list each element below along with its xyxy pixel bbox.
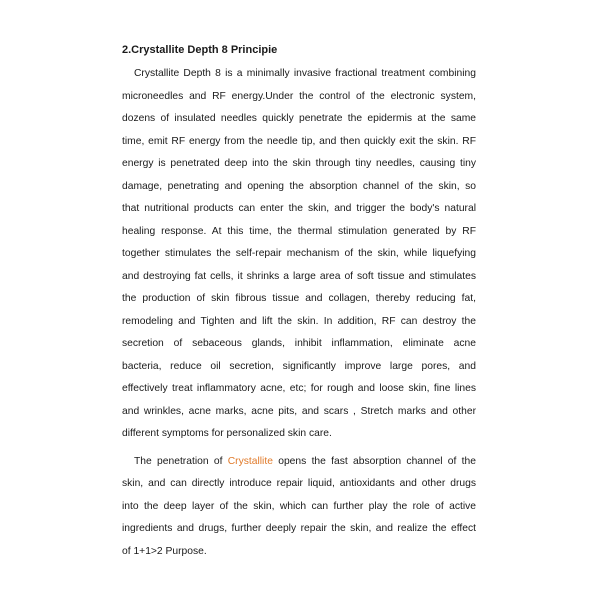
paragraph-line: and wrinkles, acne marks, acne pits, and scars , Stretch marks and other (122, 405, 476, 417)
line-suffix: opens the fast absorption channel of the (272, 455, 476, 467)
paragraph-line: of 1+1>2 Purpose. (122, 545, 207, 557)
paragraph-line: the production of skin fibrous tissue and collagen, thereby reducing fat, (122, 293, 476, 304)
paragraph-line: healing response. At this time, the thermal stimulation generated by RF (122, 225, 476, 237)
paragraph-line: effectively treat inflammatory acne, etc; for rough and loose skin, fine lines (122, 383, 476, 394)
line-prefix: The penetration of (134, 455, 228, 467)
document-page (122, 40, 476, 564)
paragraph-line: and destroying fat cells, it shrinks a large area of soft tissue and stimulates (122, 270, 476, 282)
paragraph-line: ingredients and drugs, further deeply repair the skin, and realize the effect (122, 523, 476, 534)
paragraph-line: energy is penetrated deep into the skin through tiny needles, causing tiny (122, 158, 476, 169)
paragraph-line: microneedles and RF energy.Under the control of the electronic system, (122, 90, 476, 102)
paragraph-line: skin, and can directly introduce repair liquid, antioxidants and other drugs (122, 478, 476, 489)
paragraph-line: that nutritional products can enter the skin, and trigger the body's natural (122, 203, 476, 214)
paragraph-line: time, emit RF energy from the needle tip, and then quickly exit the skin. RF (122, 135, 476, 147)
accent-word: Crystallite (227, 455, 273, 467)
paragraph-line: dozens of insulated needles quickly penetrate the epidermis at the same (122, 113, 476, 124)
paragraph-line: secretion of sebaceous glands, inhibit inflammation, eliminate acne (122, 338, 476, 349)
paragraph-line-first (122, 451, 476, 474)
paragraph-line: bacteria, reduce oil secretion, significantly improve large pores, and (122, 360, 476, 372)
paragraph-line: damage, penetrating and opening the absorption channel of the skin, so (122, 180, 476, 192)
section-heading: 2.Crystallite Depth 8 Principie (122, 44, 278, 56)
paragraph-line: Crystallite Depth 8 is a minimally invasive fractional treatment combining (134, 68, 476, 79)
paragraph-line: different symptoms for personalized skin care. (122, 428, 332, 439)
paragraph-line: remodeling and Tighten and lift the skin. In addition, RF can destroy the (122, 315, 476, 327)
paragraph-penetration (122, 451, 476, 564)
paragraph-line: together stimulates the self-repair mechanism of the skin, while liquefying (122, 248, 476, 259)
paragraph-line: into the deep layer of the skin, which can further play the role of active (122, 500, 476, 512)
paragraph-principle (122, 63, 476, 446)
